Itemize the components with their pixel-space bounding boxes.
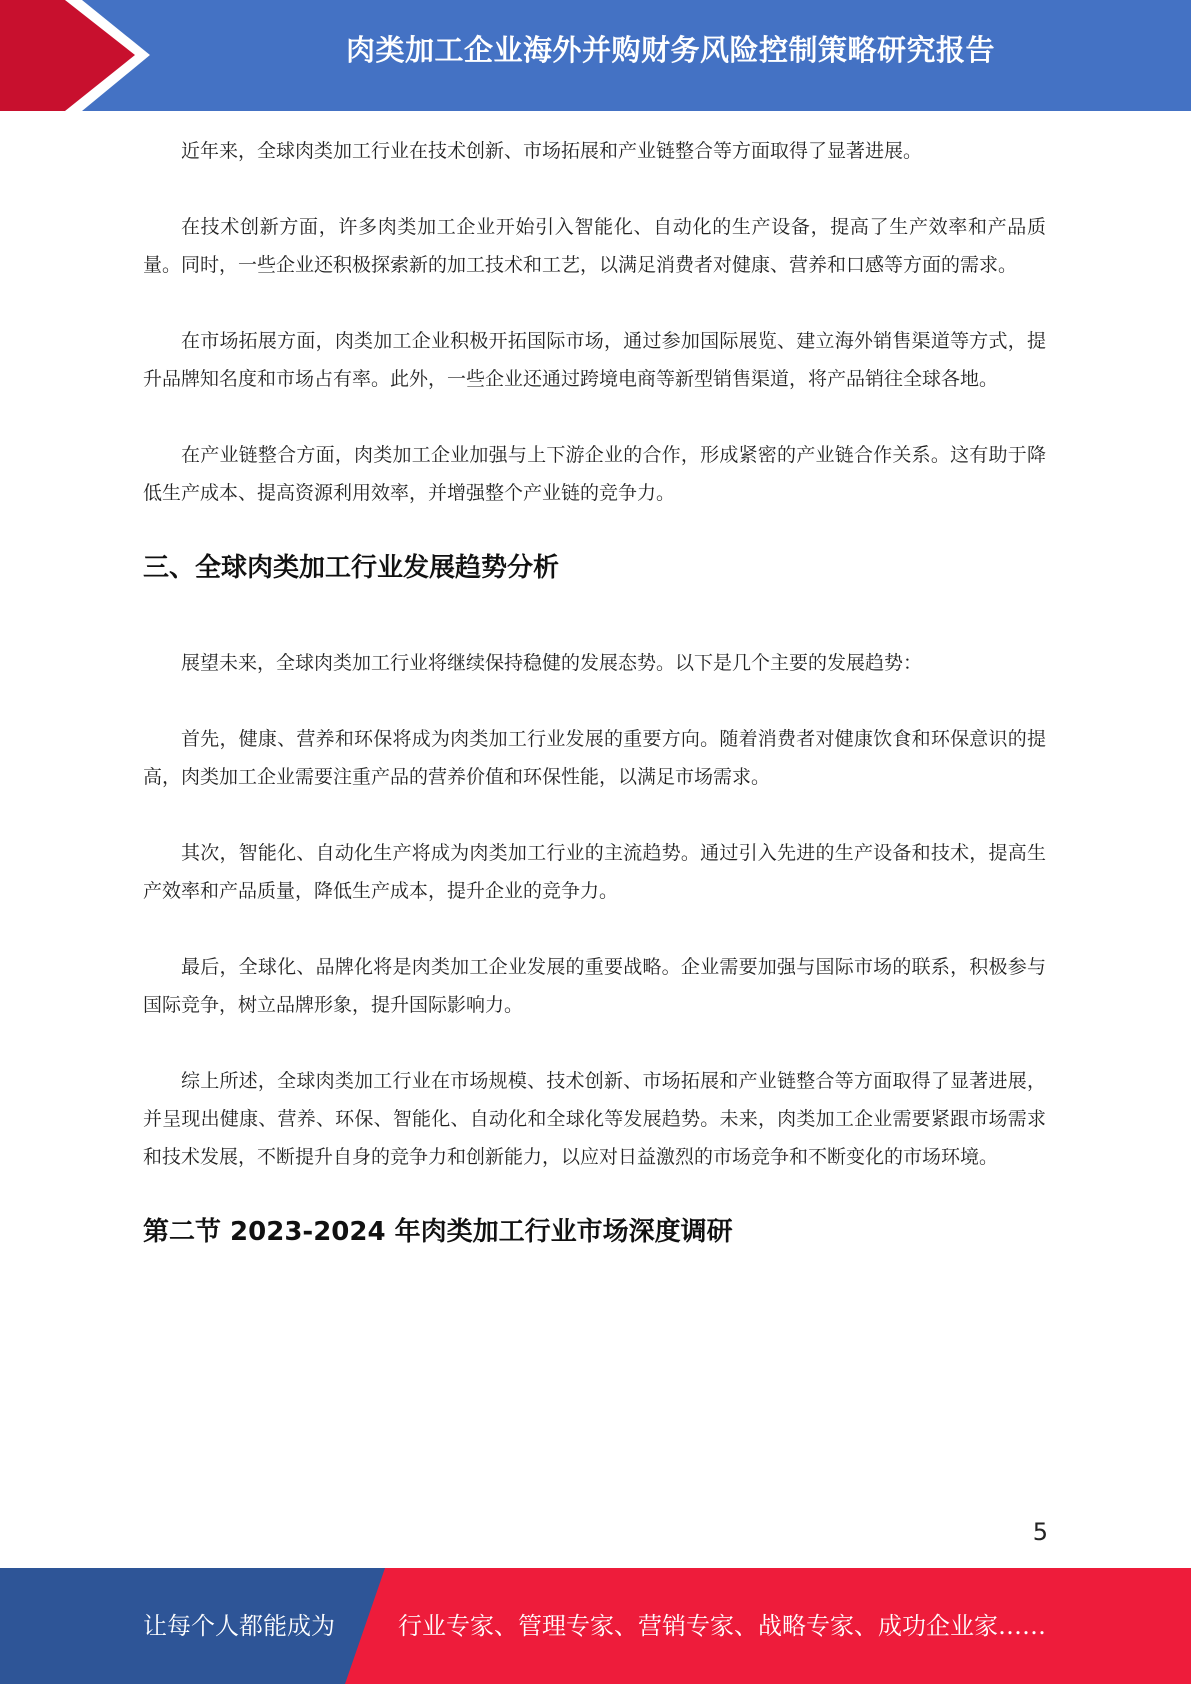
page-content	[143, 132, 1046, 1250]
paragraph: 最后，全球化、品牌化将是肉类加工企业发展的重要战略。企业需要加强与国际市场的联系，积极参与国际竞争，树立品牌形象，提升国际影响力。	[143, 956, 1046, 1016]
section-heading: 三、全球肉类加工行业发展趋势分析	[143, 553, 560, 583]
page-footer	[0, 1568, 1191, 1684]
paragraph: 在产业链整合方面，肉类加工企业加强与上下游企业的合作，形成紧密的产业链合作关系。这有助于降低生产成本、提高资源利用效率，并增强整个产业链的竞争力。	[143, 444, 1046, 504]
page-number: 5	[1032, 1518, 1048, 1546]
paragraph: 近年来，全球肉类加工行业在技术创新、市场拓展和产业链整合等方面取得了显著进展。	[181, 140, 923, 162]
paragraph: 在市场拓展方面，肉类加工企业积极开拓国际市场，通过参加国际展览、建立海外销售渠道等方式，提升品牌知名度和市场占有率。此外，一些企业还通过跨境电商等新型销售渠道，将产品销往全球各地。	[143, 330, 1046, 390]
paragraph: 其次，智能化、自动化生产将成为肉类加工行业的主流趋势。通过引入先进的生产设备和技术，提高生产效率和产品质量，降低生产成本，提升企业的竞争力。	[143, 842, 1046, 902]
report-title: 肉类加工企业海外并购财务风险控制策略研究报告	[345, 33, 995, 67]
paragraph: 在技术创新方面，许多肉类加工企业开始引入智能化、自动化的生产设备，提高了生产效率和产品质量。同时，一些企业还积极探索新的加工技术和工艺，以满足消费者对健康、营养和口感等方面的需求。	[143, 216, 1046, 276]
paragraph: 首先，健康、营养和环保将成为肉类加工行业发展的重要方向。随着消费者对健康饮食和环保意识的提高，肉类加工企业需要注重产品的营养价值和环保性能，以满足市场需求。	[143, 728, 1046, 788]
footer-slogan-left: 让每个人都能成为	[143, 1612, 335, 1640]
page-header	[0, 0, 1191, 111]
paragraph: 综上所述，全球肉类加工行业在市场规模、技术创新、市场拓展和产业链整合等方面取得了显著进展，并呈现出健康、营养、环保、智能化、自动化和全球化等发展趋势。未来，肉类加工企业需要紧跟市场需求和技术发展，不断提升自身的竞争力和创新能力，以应对日益激烈的市场竞争和不断变化的市场环境。	[143, 1070, 1046, 1168]
footer-slogan-right: 行业专家、管理专家、营销专家、战略专家、成功企业家……	[398, 1612, 1046, 1640]
chapter-heading: 第二节 2023-2024 年肉类加工行业市场深度调研	[143, 1217, 733, 1247]
paragraph: 展望未来，全球肉类加工行业将继续保持稳健的发展态势。以下是几个主要的发展趋势：	[181, 652, 923, 674]
